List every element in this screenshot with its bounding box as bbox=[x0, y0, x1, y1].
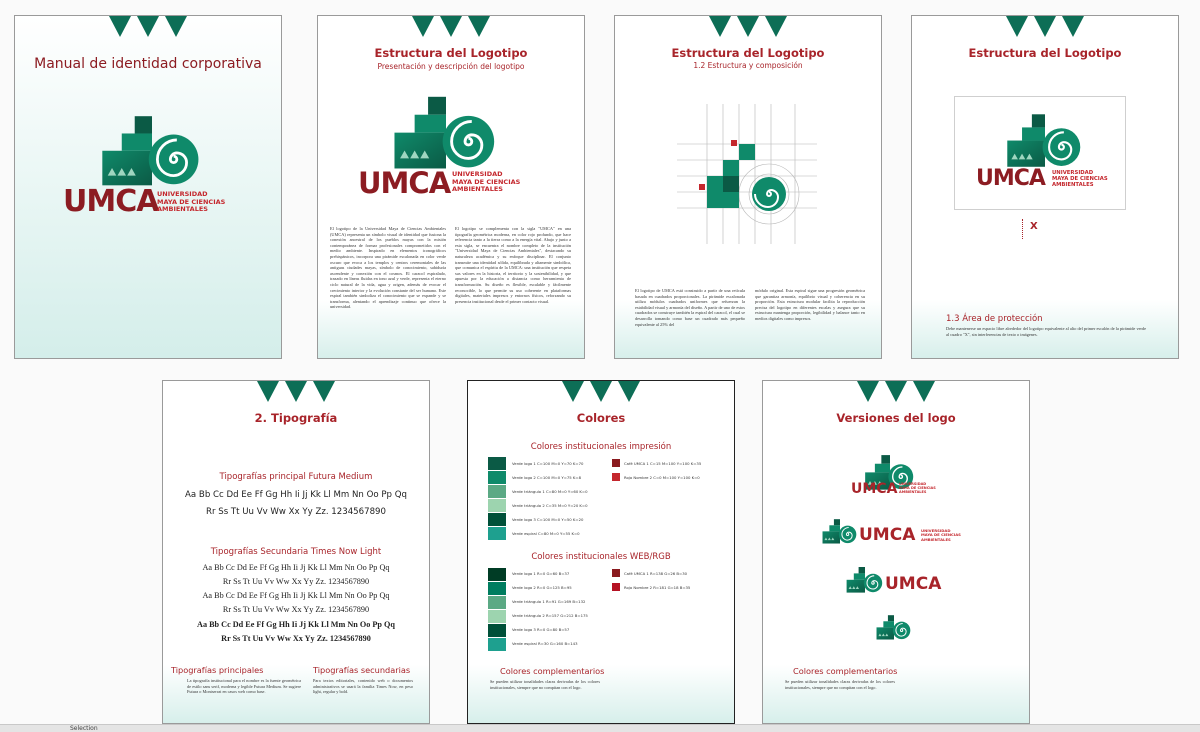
color-label: Verde logo 3 C=100 M=0 Y=50 K=20 bbox=[512, 517, 584, 522]
page-typography[interactable] bbox=[162, 380, 430, 724]
logo-name-line2: MAYA DE CIENCIAS bbox=[157, 197, 226, 206]
triangles-ornament bbox=[255, 381, 337, 403]
logo-name-line1: UNIVERSIDAD bbox=[157, 190, 208, 198]
complementary-colors-text: Se pueden utilizar tonalidades claras derivadas de los colores institucionales, siempre que no compitan con el logo. bbox=[785, 679, 895, 690]
status-bar-label: Selection bbox=[70, 725, 98, 732]
logo-version-horizontal-name bbox=[921, 529, 961, 542]
logo-name bbox=[452, 171, 520, 194]
color-swatch-red bbox=[612, 473, 620, 481]
logo-name bbox=[1052, 170, 1108, 188]
color-swatch bbox=[488, 471, 506, 484]
primary-font-line1: Aa Bb Cc Dd Ee Ff Gg Hh Ii Jj Kk Ll Mm Nn Oo Pp Qq bbox=[185, 490, 407, 500]
logo-name-line3: AMBIENTALES bbox=[1052, 182, 1094, 188]
page-logo-structure[interactable] bbox=[614, 15, 882, 359]
web-colors-heading: Colores institucionales WEB/RGB bbox=[531, 552, 671, 562]
logo-version-short-acronym: UMCA bbox=[885, 574, 942, 594]
color-swatch bbox=[488, 638, 506, 651]
logo-name bbox=[157, 191, 225, 214]
logo-version-horizontal-mark bbox=[821, 519, 859, 546]
page-logo-versions[interactable] bbox=[762, 380, 1030, 724]
secondary-regular-line1: Aa Bb Cc Dd Ee Ff Gg Hh Ii Jj Kk Ll Mm Nn Oo Pp Qq bbox=[202, 591, 390, 600]
logo-name-line1: UNIVERSIDAD bbox=[899, 482, 927, 486]
color-swatch bbox=[488, 582, 506, 595]
logo-version-symbol-only bbox=[875, 615, 913, 642]
primary-fonts-subheading: Tipografías principales bbox=[171, 665, 264, 675]
secondary-light-line1: Aa Bb Cc Dd Ee Ff Gg Hh Ii Jj Kk Ll Mm Nn Oo Pp Qq bbox=[202, 563, 390, 572]
body-text-col2: módulo original. Esta espiral sigue una progresión geométrica que garantiza armonía, equilibrio visual y coherencia en su proporción. Esta estructura modular facilita la reproducción precisa del logotipo en diferentes escalas y asegura que su estructura mantenga proporción, legibilidad y balance tanto en medios digitales como impresos. bbox=[755, 288, 865, 321]
print-colors-heading: Colores institucionales impresión bbox=[530, 442, 672, 452]
page-title: Versiones del logo bbox=[836, 411, 956, 425]
triangles-ornament bbox=[107, 16, 189, 38]
page-title: Estructura del Logotipo bbox=[671, 46, 825, 60]
secondary-fonts-subheading: Tipografías secundarias bbox=[313, 665, 411, 675]
protection-measure-line bbox=[1022, 219, 1024, 239]
primary-fonts-text: La tipografía institucional para el nombre es la fuente geométrica de estilo sans serif, moderna y legible Futura Medium. Se sugiere Futura o Montserrat en casos web como base. bbox=[187, 678, 301, 695]
color-swatch bbox=[488, 596, 506, 609]
protection-text: Debe mantenerse un espacio libre alrededor del logotipo equivalente al alto del primer escalón de la pirámide verde al cuadro "X", sin interferencias de texto o imágenes. bbox=[946, 326, 1146, 337]
color-label: Verde triángulo 1 C=80 M=0 Y=60 K=0 bbox=[512, 489, 588, 494]
primary-font-line2: Rr Ss Tt Uu Vv Ww Xx Yy Zz. 1234567890 bbox=[206, 507, 386, 517]
color-swatch-red bbox=[612, 569, 620, 577]
cover-title: Manual de identidad corporativa bbox=[34, 56, 262, 72]
color-swatch bbox=[488, 499, 506, 512]
color-label: Verde logo 1 C=100 M=0 Y=70 K=70 bbox=[512, 461, 584, 466]
logo-grid-diagram bbox=[677, 104, 817, 244]
complementary-colors-heading: Colores complementarios bbox=[500, 666, 605, 676]
logo-name-line1: UNIVERSIDAD bbox=[452, 170, 503, 178]
logo-acronym: UMCA bbox=[63, 184, 159, 219]
triangles-ornament bbox=[707, 16, 789, 38]
logo-name-line1: UNIVERSIDAD bbox=[921, 528, 951, 533]
color-label: Café UMCA 1 C=15 M=100 Y=100 K=35 bbox=[624, 461, 702, 466]
body-text-col1: El logotipo de UMCA está construido a partir de una retícula basada en cuadrados proporcionales. La pirámide escalonada utiliza módulos cuadrados uniformes que refuerzan la estabilidad visual y armonía del diseño. A partir de uno de estos cuadrados se construye también la espiral del caracol, el cual se desarrolla tomando como base un cuadrado más pequeño equivalente al 25% del bbox=[635, 288, 745, 327]
triangles-ornament bbox=[410, 16, 492, 38]
secondary-bold-line2: Rr Ss Tt Uu Vv Ww Xx Yy Zz. 1234567890 bbox=[221, 634, 371, 643]
color-swatch bbox=[488, 610, 506, 623]
logo-mark bbox=[98, 116, 206, 192]
page-title: Estructura del Logotipo bbox=[968, 46, 1122, 60]
color-swatch-red bbox=[612, 459, 620, 467]
color-label: Verde logo 2 C=100 M=0 Y=75 K=8 bbox=[512, 475, 582, 480]
color-label: Verde logo 3 R=0 G=80 B=57 bbox=[512, 627, 570, 632]
color-label: Rojo Nombre 2 R=181 G=18 B=35 bbox=[624, 585, 691, 590]
page-subtitle: Presentación y descripción del logotipo bbox=[377, 62, 525, 71]
logo-acronym: UMCA bbox=[358, 166, 451, 200]
body-text-col2: El logotipo se complementa con la sigla "UMCA" en una tipografía geométrica moderna, en color rojo profundo, que hace referencia tanto a la tierra como a la energía vital. Abajo y junto a esta sigla, se encuentra el nombre completo de la institución "Universidad Maya de Ciencias Ambientales", destacando su naturaleza académica y su enfoque disciplinar. El conjunto transmite una identidad sólida, equilibrada y altamente simbólica, que comunica el espíritu de la UMCA: una institución que respeta sus valores en la historia, el territorio y la sostenibilidad, y que apuesta por la educación a distancia como herramienta de transformación. Su diseño es flexible, escalable y fácilmente reconocible, lo que permite su uso coherente en plataformas digitales, materiales impresos y entornos físicos, reforzando su presencia institucional desde el primer contacto visual. bbox=[455, 226, 571, 304]
color-label: Verde triángulo 2 R=157 G=212 B=175 bbox=[512, 613, 588, 618]
page-title: Estructura del Logotipo bbox=[374, 46, 528, 60]
secondary-font-heading: Tipografías Secundaria Times Now Light bbox=[210, 547, 382, 557]
page-colors[interactable] bbox=[467, 380, 735, 724]
logo-name-line2: MAYA DE CIENCIAS bbox=[452, 177, 521, 186]
page-cover[interactable] bbox=[14, 15, 282, 359]
page-title: Colores bbox=[576, 411, 626, 425]
triangles-ornament bbox=[855, 381, 937, 403]
color-swatch bbox=[488, 527, 506, 540]
protection-x-marker: X bbox=[1030, 221, 1038, 232]
logo-name-line2: MAYA DE CIENCIAS bbox=[899, 486, 936, 490]
color-swatch bbox=[488, 624, 506, 637]
color-label: Verde espiral R=30 G=160 B=143 bbox=[512, 641, 578, 646]
primary-font-heading: Tipografías principal Futura Medium bbox=[219, 472, 373, 482]
triangles-ornament bbox=[1004, 16, 1086, 38]
protection-heading: 1.3 Área de protección bbox=[946, 314, 1043, 324]
complementary-colors-text: Se pueden utilizar tonalidades claras derivadas de los colores institucionales, siempre que no compitan con el logo. bbox=[490, 679, 600, 690]
color-label: Verde logo 2 R=0 G=125 B=95 bbox=[512, 585, 572, 590]
secondary-fonts-text: Para textos editoriales, contenido web o documentos administrativos se usará la familia Times Now, en peso light, regular y bold. bbox=[313, 678, 413, 695]
logo-mark bbox=[390, 96, 502, 176]
logo-name-line1: UNIVERSIDAD bbox=[1052, 170, 1094, 176]
logo-acronym: UMCA bbox=[976, 166, 1045, 191]
logo-name-line3: AMBIENTALES bbox=[921, 536, 951, 542]
color-label: Verde logo 1 R=0 G=60 B=37 bbox=[512, 571, 570, 576]
body-text-col1: El logotipo de la Universidad Maya de Ciencias Ambientales (UMCA) representa un símbolo visual de identidad que fusiona la conexión ancestral de los pueblos mayas con la misión contemporánea de formar profesionales comprometidos con el medio ambiente. Inspirado en elementos iconográficos prehispánicos, incorpora una pirámide escalonada en color verde oscuro que evoca a los templos y centros ceremoniales de las antiguas ciudades mayas, símbolo de conocimiento, sabiduría ascendente y conexión con el cosmos. El caracol espiralado, trazado en líneas fluidas en tono azul y verde, representa el eterno ciclo natural de la vida, agua y origen, además de evocar el crecimiento interior y la evolución constante del ser humano. Este espiral también simboliza el conocimiento que se expande y se transforma, alentando el aprendizaje continuo que ofrece la universidad. bbox=[330, 226, 446, 310]
page-logo-presentation[interactable] bbox=[317, 15, 585, 359]
color-swatch bbox=[488, 513, 506, 526]
color-label: Rojo Nombre 2 C=0 M=100 Y=100 K=0 bbox=[624, 475, 700, 480]
color-label: Verde espiral C=80 M=0 Y=55 K=0 bbox=[512, 531, 580, 536]
logo-version-horizontal-acronym: UMCA bbox=[859, 525, 916, 545]
logo-name-line3: AMBIENTALES bbox=[452, 185, 503, 193]
secondary-regular-line2: Rr Ss Tt Uu Vv Ww Xx Yy Zz. 1234567890 bbox=[222, 605, 370, 614]
page-protection-area[interactable] bbox=[911, 15, 1179, 359]
triangles-ornament bbox=[560, 381, 642, 403]
color-swatch bbox=[488, 457, 506, 470]
logo-version-short-mark bbox=[845, 567, 885, 595]
color-swatch-red bbox=[612, 583, 620, 591]
logo-name-line2: MAYA DE CIENCIAS bbox=[1052, 176, 1108, 182]
color-label: Verde triángulo 1 R=91 G=169 B=132 bbox=[512, 599, 586, 604]
logo-version-vertical-acronym: UMCA bbox=[851, 481, 898, 497]
complementary-colors-heading: Colores complementarios bbox=[793, 666, 898, 676]
logo-version-vertical-name bbox=[899, 482, 936, 494]
page-subtitle: 1.2 Estructura y composición bbox=[693, 61, 803, 70]
color-label: Verde triángulo 2 C=35 M=0 Y=20 K=0 bbox=[512, 503, 588, 508]
secondary-bold-line1: Aa Bb Cc Dd Ee Ff Gg Hh Ii Jj Kk Ll Mm Nn Oo Pp Qq bbox=[197, 620, 395, 629]
color-swatch bbox=[488, 568, 506, 581]
logo-name-line3: AMBIENTALES bbox=[157, 205, 208, 213]
page-title: 2. Tipografía bbox=[254, 411, 338, 425]
logo-name-line3: AMBIENTALES bbox=[899, 490, 927, 494]
color-swatch bbox=[488, 485, 506, 498]
logo-name-line2: MAYA DE CIENCIAS bbox=[921, 532, 961, 538]
color-label: Café UMCA 1 R=138 G=26 B=30 bbox=[624, 571, 688, 576]
logo-mark bbox=[1004, 114, 1086, 172]
secondary-light-line2: Rr Ss Tt Uu Vv Ww Xx Yy Zz. 1234567890 bbox=[222, 577, 370, 586]
